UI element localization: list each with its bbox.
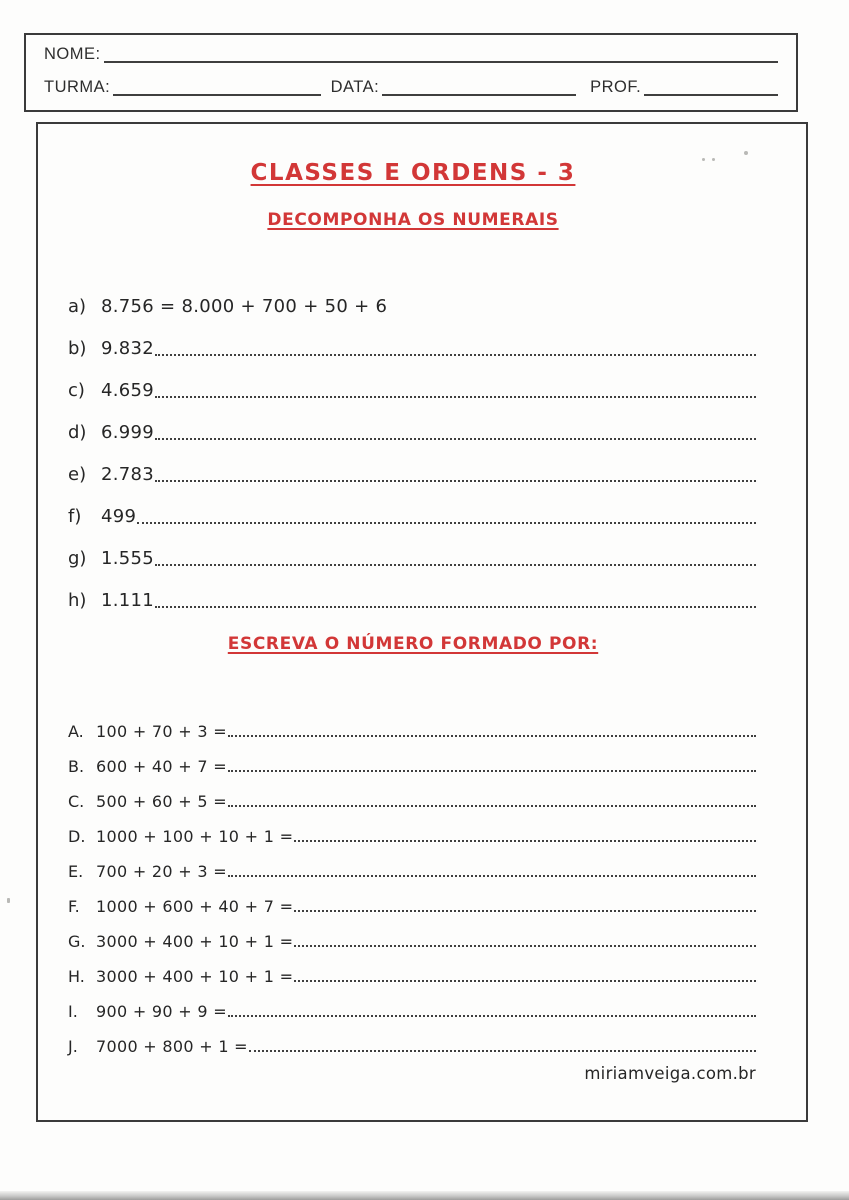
item-text: 499 — [101, 506, 137, 528]
answer-dotted-line — [294, 840, 756, 842]
exercise-row — [68, 486, 758, 528]
answer-dotted-line — [228, 735, 756, 737]
exercise-row — [68, 951, 758, 986]
scan-speck — [7, 898, 10, 903]
item-text: 4.659 — [101, 380, 155, 402]
item-label: b) — [68, 338, 87, 360]
item-label: J. — [68, 1036, 78, 1056]
item-label: e) — [68, 464, 87, 486]
scan-speck — [712, 158, 715, 161]
item-label: E. — [68, 861, 84, 881]
exercise-row — [68, 402, 758, 444]
answer-dotted-line — [155, 354, 756, 356]
item-label: f) — [68, 506, 82, 528]
name-row — [44, 45, 780, 65]
exercise-row — [68, 528, 758, 570]
exercise-row — [68, 776, 758, 811]
section2-heading: ESCREVA O NÚMERO FORMADO POR: — [227, 634, 599, 654]
item-text: 100 + 70 + 3 = — [96, 721, 227, 741]
teacher-label: PROF. — [590, 78, 642, 96]
date-label: DATA: — [330, 78, 380, 96]
exercise-row — [68, 360, 758, 402]
item-text: 700 + 20 + 3 = — [96, 861, 227, 881]
item-text: 900 + 90 + 9 = — [96, 1001, 227, 1021]
answer-dotted-line — [155, 606, 756, 608]
item-label: g) — [68, 548, 87, 570]
answer-dotted-line — [155, 396, 756, 398]
item-label: F. — [68, 896, 80, 916]
item-label: B. — [68, 756, 85, 776]
answer-dotted-line — [228, 805, 756, 807]
scan-edge — [0, 1191, 849, 1200]
exercise-row — [68, 881, 758, 916]
exercise-row — [68, 444, 758, 486]
item-text: 500 + 60 + 5 = — [96, 791, 227, 811]
answer-dotted-line — [228, 875, 756, 877]
class-blank-line — [113, 94, 320, 96]
item-label: D. — [68, 826, 86, 846]
compose-list — [68, 706, 758, 1056]
exercise-row — [68, 276, 758, 318]
answer-dotted-line — [294, 980, 756, 982]
item-text: 6.999 — [101, 422, 155, 444]
student-info-box — [24, 33, 798, 112]
scan-speck — [702, 158, 705, 161]
section1-heading: DECOMPONHA OS NUMERAIS — [267, 210, 559, 230]
item-text: 1000 + 600 + 40 + 7 = — [96, 896, 294, 916]
worksheet-body — [36, 122, 808, 1122]
answer-dotted-line — [155, 480, 756, 482]
exercise-row — [68, 706, 758, 741]
exercise-row — [68, 986, 758, 1021]
date-blank-line — [382, 94, 576, 96]
item-label: a) — [68, 296, 87, 318]
name-label: NOME: — [44, 45, 101, 63]
item-label: h) — [68, 590, 87, 612]
class-label: TURMA: — [44, 78, 111, 96]
answer-dotted-line — [228, 1015, 756, 1017]
item-label: A. — [68, 721, 84, 741]
exercise-row — [68, 741, 758, 776]
answer-dotted-line — [155, 564, 756, 566]
exercise-row — [68, 570, 758, 612]
answer-dotted-line — [228, 770, 756, 772]
teacher-blank-line — [644, 94, 778, 96]
name-blank-line — [104, 61, 778, 63]
decompose-list — [68, 276, 758, 612]
item-text: 1000 + 100 + 10 + 1 = — [96, 826, 294, 846]
item-text: 3000 + 400 + 10 + 1 = — [96, 966, 294, 986]
class-date-teacher-row — [44, 78, 780, 98]
item-text: 9.832 — [101, 338, 155, 360]
exercise-row — [68, 916, 758, 951]
exercise-row — [68, 1021, 758, 1056]
item-text: 1.555 — [101, 548, 155, 570]
item-text: 600 + 40 + 7 = — [96, 756, 227, 776]
item-text: 2.783 — [101, 464, 155, 486]
item-label: I. — [68, 1001, 78, 1021]
item-label: d) — [68, 422, 87, 444]
answer-dotted-line — [137, 522, 756, 524]
item-text: 3000 + 400 + 10 + 1 = — [96, 931, 294, 951]
item-text: 8.756 = 8.000 + 700 + 50 + 6 — [101, 296, 388, 318]
item-label: H. — [68, 966, 85, 986]
exercise-row — [68, 846, 758, 881]
answer-dotted-line — [155, 438, 756, 440]
item-label: G. — [68, 931, 86, 951]
answer-dotted-line — [294, 945, 756, 947]
item-text: 7000 + 800 + 1 = — [96, 1036, 248, 1056]
item-label: C. — [68, 791, 85, 811]
answer-dotted-line — [294, 910, 756, 912]
item-label: c) — [68, 380, 85, 402]
exercise-row — [68, 318, 758, 360]
exercise-row — [68, 811, 758, 846]
scan-speck — [744, 151, 748, 155]
answer-dotted-line — [249, 1050, 756, 1052]
worksheet-title: CLASSES E ORDENS - 3 — [250, 160, 576, 186]
item-text: 1.111 — [101, 590, 155, 612]
website-credit: miriamveiga.com.br — [584, 1064, 756, 1083]
